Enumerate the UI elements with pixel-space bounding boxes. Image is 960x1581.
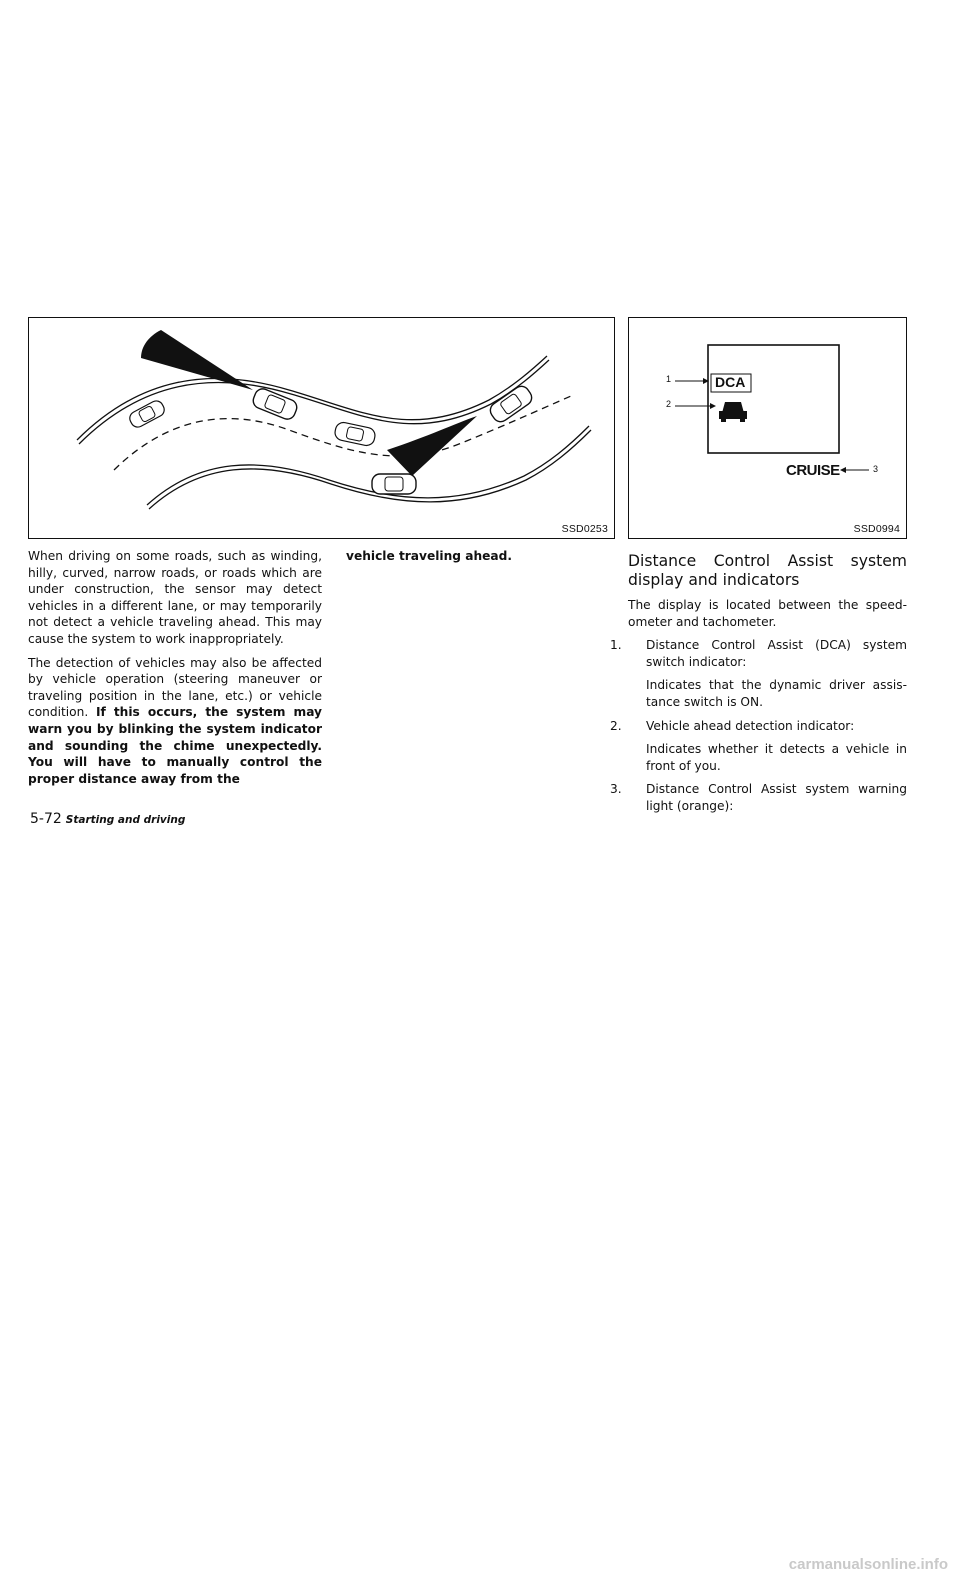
list-item: 3. Distance Control Assist system warning light (orange):	[610, 782, 907, 813]
paragraph: When driving on some roads, such as winding, hilly, curved, narrow roads, or roads which are under construction, the sensor may detect vehicles in a different lane, or may temporarily not detect a vehicle traveling ahead. This may cause the system to work inappropriately.	[28, 549, 322, 646]
section-heading: Distance Control Assist system display and indicators	[628, 552, 907, 589]
road-curve-illustration	[29, 318, 616, 540]
label-3: 3	[873, 464, 879, 474]
car-5	[487, 383, 535, 425]
page-number: 5-72	[30, 811, 62, 827]
intro-paragraph: The display is located between the speed-ometer and tachometer.	[628, 598, 907, 629]
left-text-column	[28, 548, 322, 794]
figure-code: SSD0994	[853, 523, 900, 535]
dca-display-figure	[628, 317, 907, 539]
section-name: Starting and driving	[65, 814, 186, 826]
figure-code: SSD0253	[561, 523, 608, 535]
label-1: 1	[666, 374, 672, 384]
middle-text-column	[346, 548, 616, 572]
car-4	[372, 474, 416, 494]
continued-text: vehicle traveling ahead.	[346, 549, 512, 563]
watermark: carmanualsonline.info	[788, 1556, 948, 1573]
paragraph: The detection of vehicles may also be affected by vehicle operation (steering maneuver or traveling position in the lane, etc.) or vehicle condition. If this occurs, the system may warn you by blinking the system indicator and sounding the chime unexpectedly. You will have to manually control the proper distance away from the	[28, 655, 322, 786]
list-item: 2. Vehicle ahead detection indicator: Indicates whether it detects a vehicle in front of you.	[610, 718, 907, 773]
right-text-column	[610, 552, 907, 822]
list-item: 1. Distance Control Assist (DCA) system switch indicator: Indicates that the dynamic driver assis-tance switch is ON.	[610, 638, 907, 709]
cruise-warning-label: CRUISE	[786, 462, 840, 479]
dca-indicator-label: DCA	[715, 374, 746, 390]
page-footer	[30, 808, 185, 827]
car-2	[251, 386, 299, 421]
label-2: 2	[666, 399, 672, 409]
road-curve-figure	[28, 317, 615, 539]
dca-display-illustration	[629, 318, 908, 540]
car-3	[334, 421, 377, 447]
